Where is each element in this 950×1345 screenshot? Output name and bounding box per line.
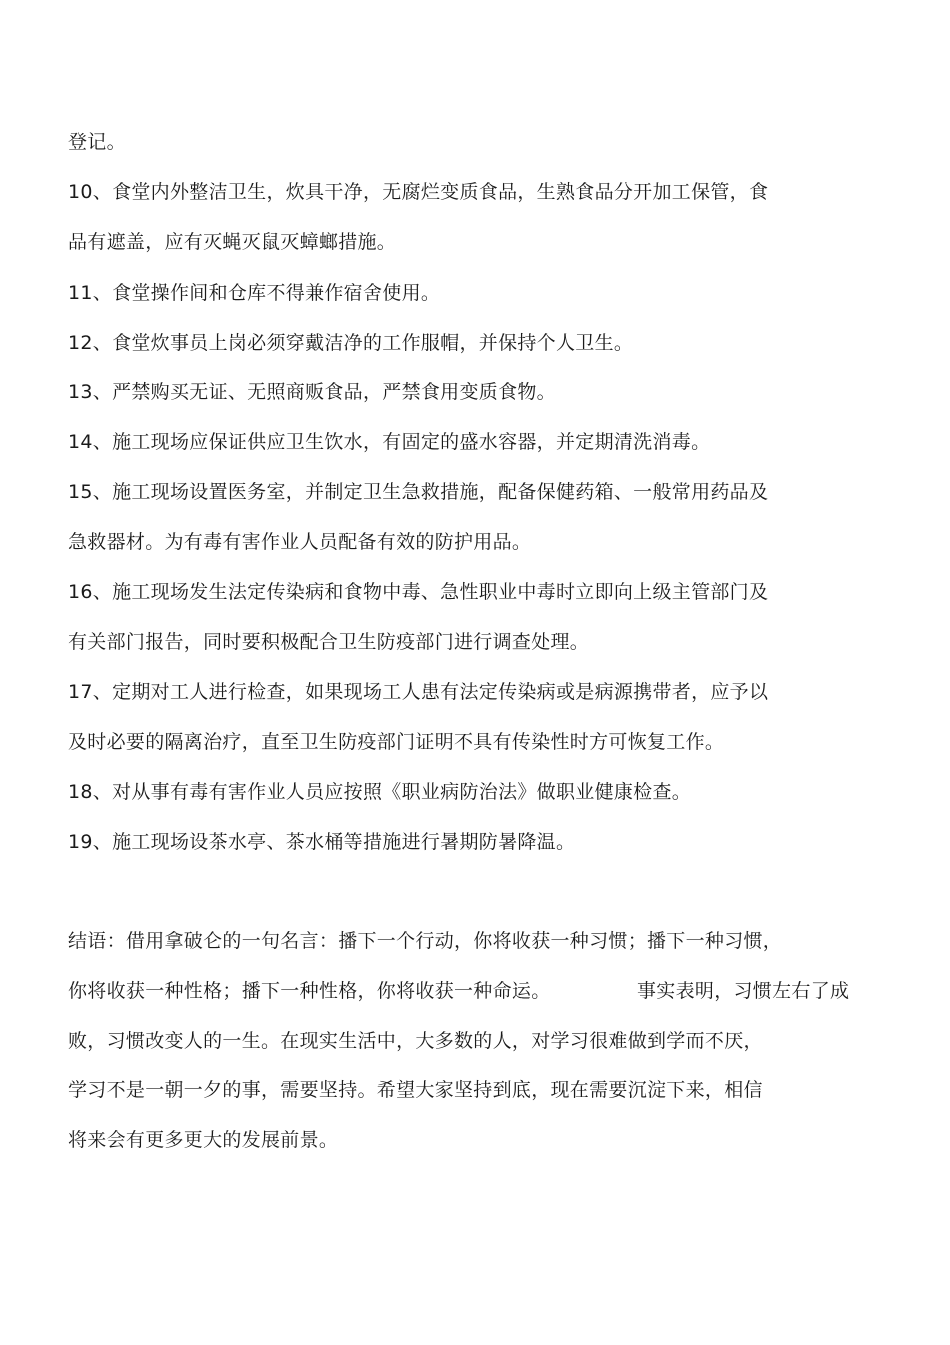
list-item-10: 10、食堂内外整洁卫生，炊具干净，无腐烂变质食品，生熟食品分开加工保管，食: [68, 181, 769, 203]
list-item-18: 18、对从事有毒有害作业人员应按照《职业病防治法》做职业健康检查。: [68, 781, 692, 803]
list-item-17: 17、定期对工人进行检查，如果现场工人患有法定传染病或是病源携带者，应予以: [68, 681, 769, 703]
conclusion-line: 你将收获一种性格；播下一种性格，你将收获一种命运。: [68, 980, 551, 1002]
conclusion-line: 败，习惯改变人的一生。在现实生活中，大多数的人，对学习很难做到学而不厌，: [68, 1030, 763, 1052]
text-line: 有关部门报告，同时要积极配合卫生防疫部门进行调查处理。: [68, 631, 590, 653]
conclusion-line: 将来会有更多更大的发展前景。: [68, 1129, 339, 1151]
text-line: 急救器材。为有毒有害作业人员配备有效的防护用品。: [68, 531, 532, 553]
list-item-12: 12、食堂炊事员上岗必须穿戴洁净的工作服帽，并保持个人卫生。: [68, 332, 634, 354]
list-item-14: 14、施工现场应保证供应卫生饮水，有固定的盛水容器，并定期清洗消毒。: [68, 431, 711, 453]
text-line: 及时必要的隔离治疗，直至卫生防疫部门证明不具有传染性时方可恢复工作。: [68, 731, 725, 753]
list-item-13: 13、严禁购买无证、无照商贩食品，严禁食用变质食物。: [68, 381, 556, 403]
text-line: 登记。: [68, 131, 126, 153]
list-item-15: 15、施工现场设置医务室，并制定卫生急救措施，配备保健药箱、一般常用药品及: [68, 481, 769, 503]
list-item-16: 16、施工现场发生法定传染病和食物中毒、急性职业中毒时立即向上级主管部门及: [68, 581, 769, 603]
list-item-19: 19、施工现场设茶水亭、茶水桶等措施进行暑期防暑降温。: [68, 831, 576, 853]
text-line: 品有遮盖，应有灭蝇灭鼠灭蟑螂措施。: [68, 231, 397, 253]
conclusion-line: 事实表明，习惯左右了成: [637, 980, 850, 1002]
list-item-11: 11、食堂操作间和仓库不得兼作宿舍使用。: [68, 282, 441, 304]
conclusion-line: 学习不是一朝一夕的事，需要坚持。希望大家坚持到底，现在需要沉淀下来，相信: [68, 1079, 763, 1101]
conclusion-line: 结语：借用拿破仑的一句名言：播下一个行动，你将收获一种习惯；播下一种习惯，: [68, 930, 783, 952]
